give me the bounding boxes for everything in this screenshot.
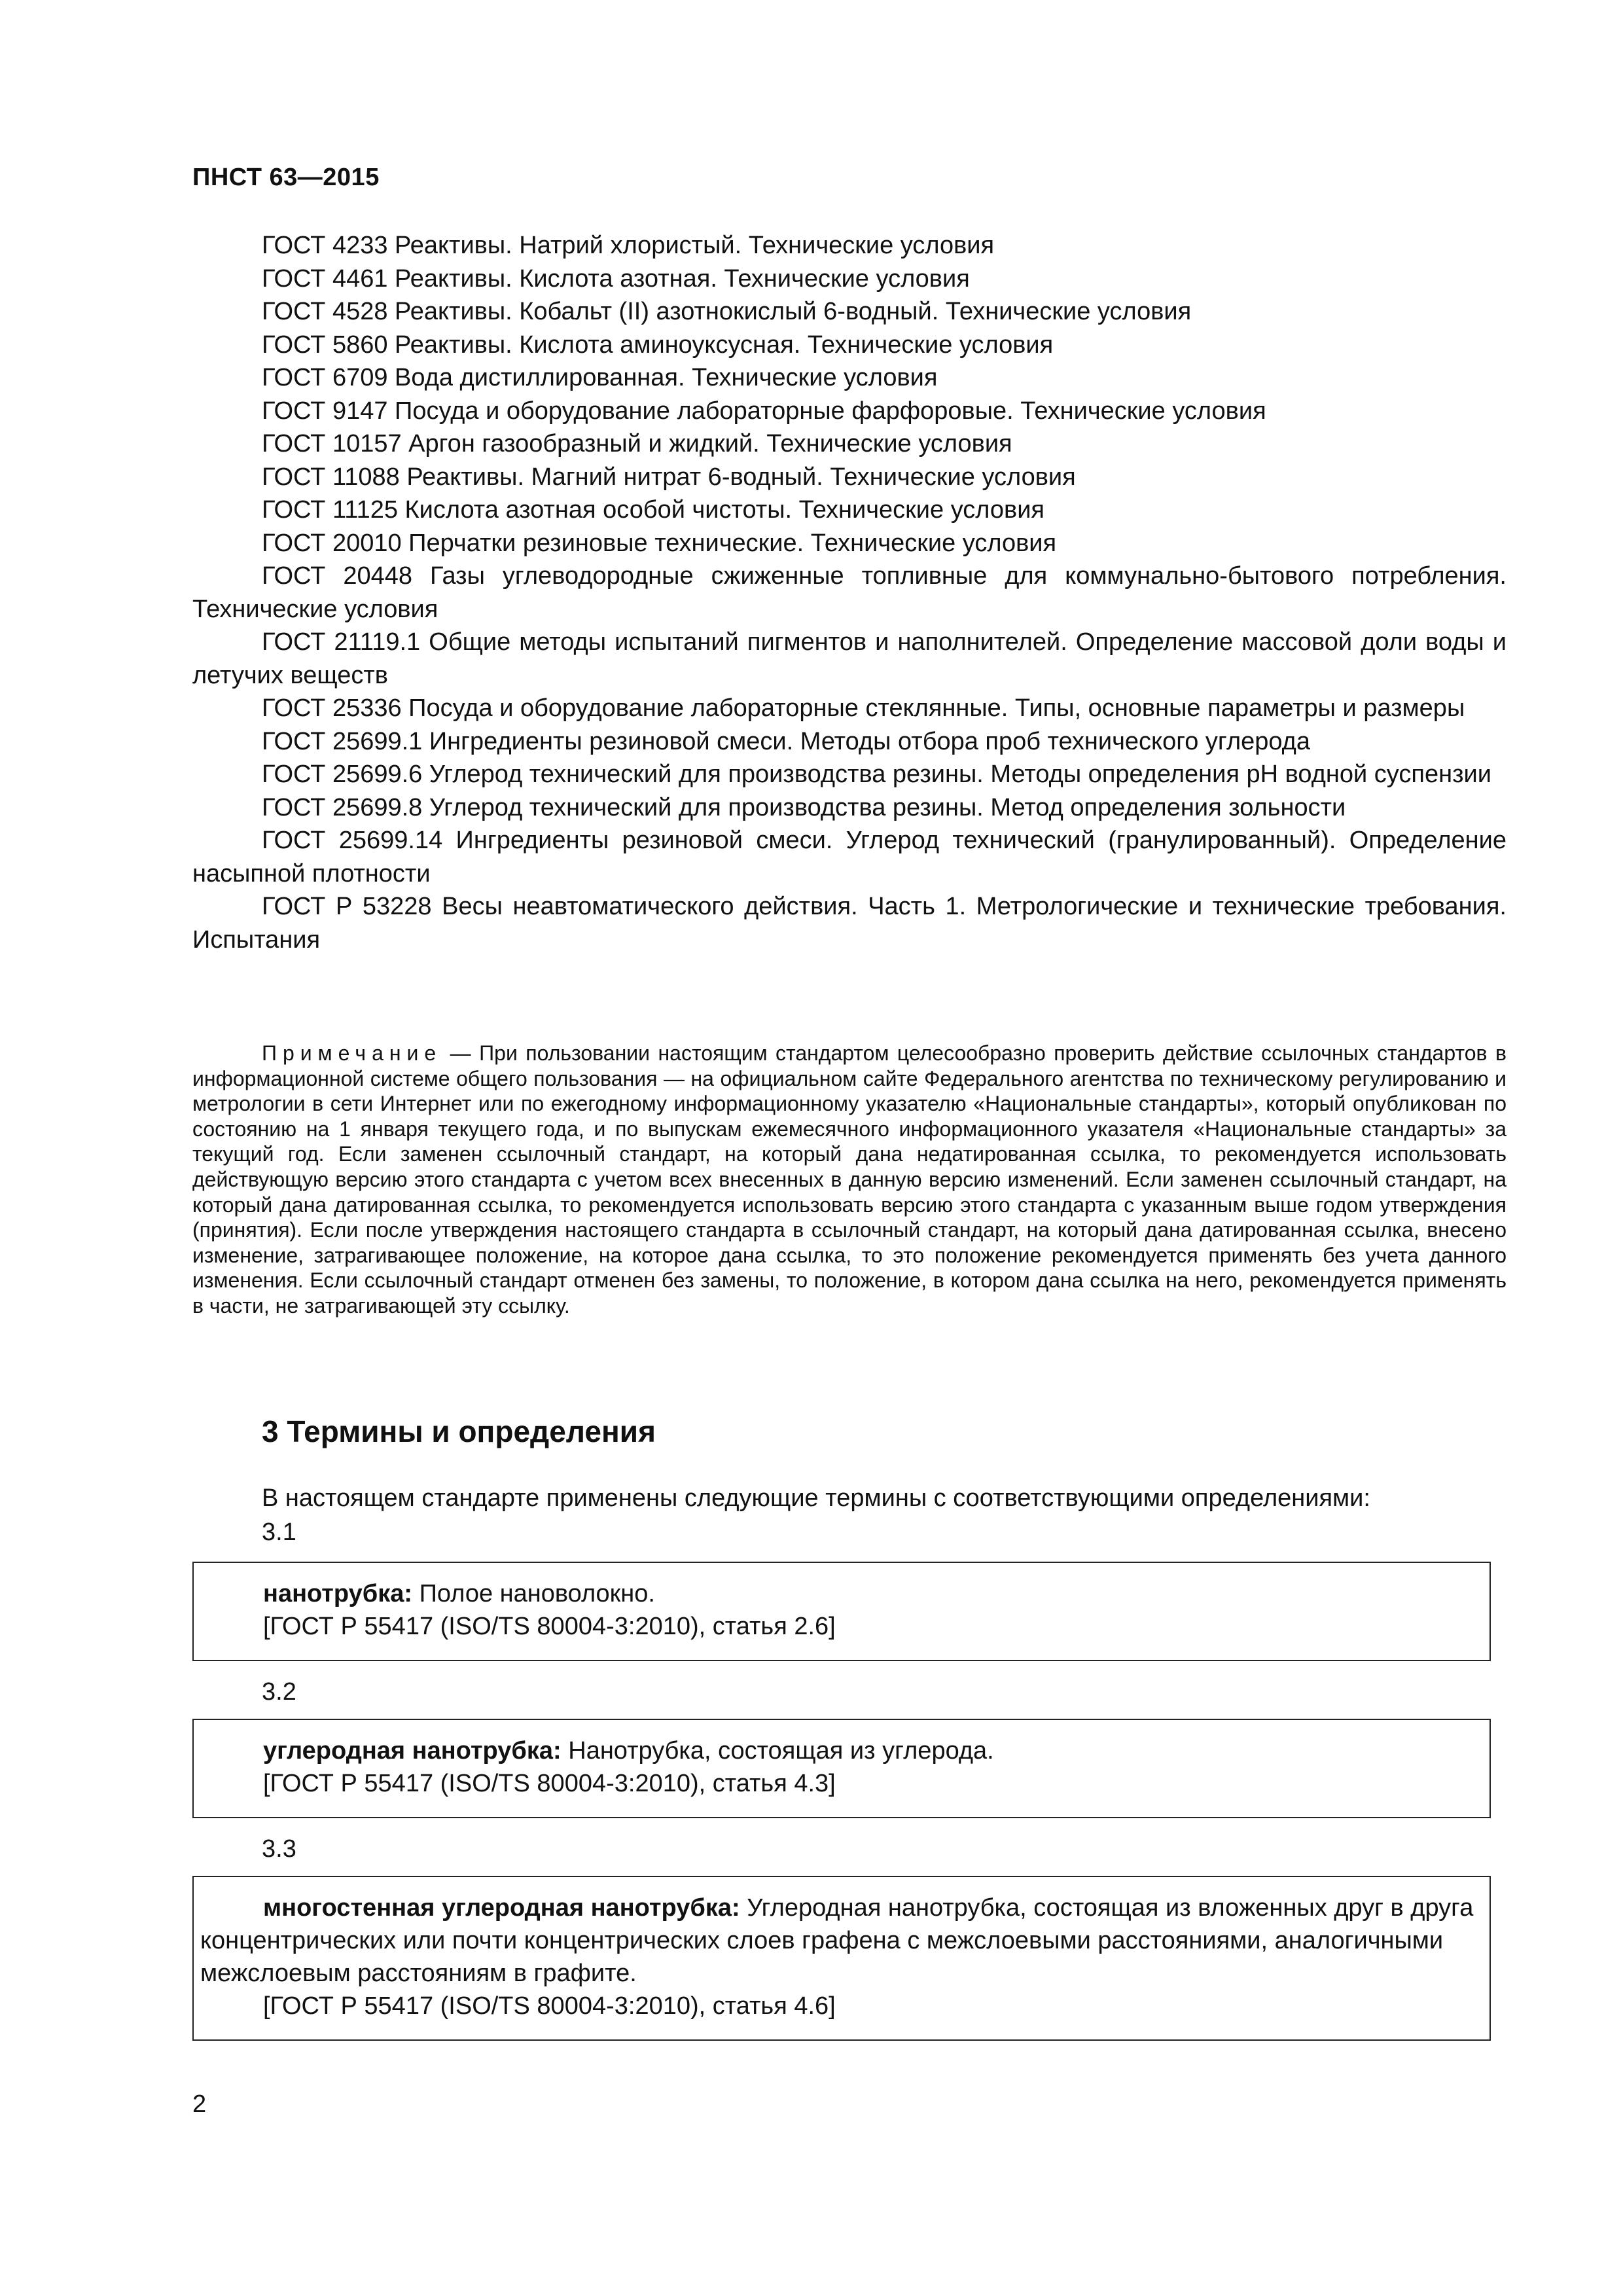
term-source: [ГОСТ Р 55417 (ISO/TS 80004-3:2010), статья 4.3] [263, 1770, 836, 1797]
term-name: многостенная углеродная нанотрубка: [263, 1894, 740, 1922]
reference-item: ГОСТ 5860 Реактивы. Кислота аминоуксусная. Технические условия [262, 331, 1054, 359]
reference-item: ГОСТ 4461 Реактивы. Кислота азотная. Технические условия [262, 264, 970, 293]
reference-item: ГОСТ 9147 Посуда и оборудование лабораторные фарфоровые. Технические условия [262, 397, 1266, 425]
document-code-header: ПНСТ 63—2015 [192, 164, 380, 191]
reference-item: ГОСТ 25699.8 Углерод технический для производства резины. Метод определения зольности [262, 793, 1346, 821]
term-number: 3.1 [262, 1518, 296, 1546]
term-number: 3.3 [262, 1835, 296, 1863]
term-definition-text: Полое нановолокно. [412, 1580, 655, 1607]
reference-item: ГОСТ 11125 Кислота азотная особой чистоты. Технические условия [262, 496, 1044, 524]
section-intro: В настоящем стандарте применены следующие термины с соответствующими определениями: [262, 1484, 1370, 1512]
term-definition-text: Углеродная нанотрубка, состоящая из вложенных друг в друга концентрических или почти концентрических слоев графена с межслоевыми расстояниями, аналогичными межслоевым расстояниям в графите. [200, 1894, 1474, 1987]
reference-item: ГОСТ 21119.1 Общие методы испытаний пигментов и наполнителей. Определение массовой доли воды и летучих веществ [192, 628, 1507, 689]
term-name: нанотрубка: [263, 1580, 413, 1607]
term-definition-text: Нанотрубка, состоящая из углерода. [561, 1737, 994, 1765]
term-definition [200, 1577, 1483, 1610]
reference-item: ГОСТ 25699.6 Углерод технический для производства резины. Методы определения pH водной суспензии [262, 761, 1491, 788]
reference-item: ГОСТ 20010 Перчатки резиновые технические. Технические условия [262, 529, 1057, 557]
term-source: [ГОСТ Р 55417 (ISO/TS 80004-3:2010), статья 4.6] [263, 1992, 836, 2020]
reference-item: ГОСТ Р 53228 Весы неавтоматического действия. Часть 1. Метрологические и технические требования. Испытания [192, 893, 1507, 954]
reference-item: ГОСТ 10157 Аргон газообразный и жидкий. Технические условия [262, 430, 1012, 457]
reference-item: ГОСТ 25699.1 Ингредиенты резиновой смеси. Методы отбора проб технического углерода [262, 727, 1310, 755]
term-box [192, 1719, 1491, 1818]
reference-item: ГОСТ 4528 Реактивы. Кобальт (II) азотнокислый 6-водный. Технические условия [262, 298, 1192, 325]
term-definition [200, 1734, 1483, 1767]
term-name: углеродная нанотрубка: [263, 1737, 562, 1765]
reference-item: ГОСТ 4233 Реактивы. Натрий хлористый. Технические условия [262, 232, 995, 259]
reference-item: ГОСТ 20448 Газы углеводородные сжиженные топливные для коммунально-бытового потребления. Технические условия [192, 562, 1507, 623]
reference-item: ГОСТ 25699.14 Ингредиенты резиновой смеси. Углерод технический (гранулированный). Определение насыпной плотности [192, 827, 1507, 888]
term-definition [200, 1892, 1483, 1990]
note-text: — При пользовании настоящим стандартом целесообразно проверить действие ссылочных стандартов в информационной системе общего пользования — на официальном сайте Федерального агентства по техническому регулированию и метрологии в сети Интернет или по ежегодному информационному указателю «Национальные стандарты», который опубликован по состоянию на 1 января текущего года, и по выпускам ежемесячного информационного указателя «Национальные стандарты» за текущий год. Если заменен ссылочный стандарт, на который дана недатированная ссылка, то рекомендуется использовать действующую версию этого стандарта с учетом всех внесенных в данную версию изменений. Если заменен ссылочный стандарт, на который дана датированная ссылка, то рекомендуется использовать версию этого стандарта с указанным выше годом утверждения (принятия). Если после утверждения настоящего стандарта в ссылочный стандарт, на который дана датированная ссылка, внесено изменение, затрагивающее положение, на которое дана ссылка, то это положение рекомендуется применять без учета данного изменения. Если ссылочный стандарт отменен без замены, то положение, в котором дана ссылка на него, рекомендуется применять в части, не затрагивающей эту ссылку. [192, 1041, 1507, 1318]
note-paragraph [192, 1041, 1507, 1319]
reference-item: ГОСТ 6709 Вода дистиллированная. Технические условия [262, 364, 938, 391]
term-box [192, 1562, 1491, 1661]
term-source: [ГОСТ Р 55417 (ISO/TS 80004-3:2010), статья 2.6] [263, 1613, 836, 1640]
reference-item: ГОСТ 25336 Посуда и оборудование лабораторные стеклянные. Типы, основные параметры и размеры [262, 694, 1465, 722]
normative-references-list [192, 229, 1507, 956]
term-number: 3.2 [262, 1678, 296, 1706]
page-number: 2 [192, 2090, 207, 2118]
reference-item: ГОСТ 11088 Реактивы. Магний нитрат 6-водный. Технические условия [262, 463, 1076, 491]
note-label: Примечание [262, 1041, 442, 1065]
section-title: 3 Термины и определения [262, 1414, 656, 1448]
term-box [192, 1876, 1491, 2041]
